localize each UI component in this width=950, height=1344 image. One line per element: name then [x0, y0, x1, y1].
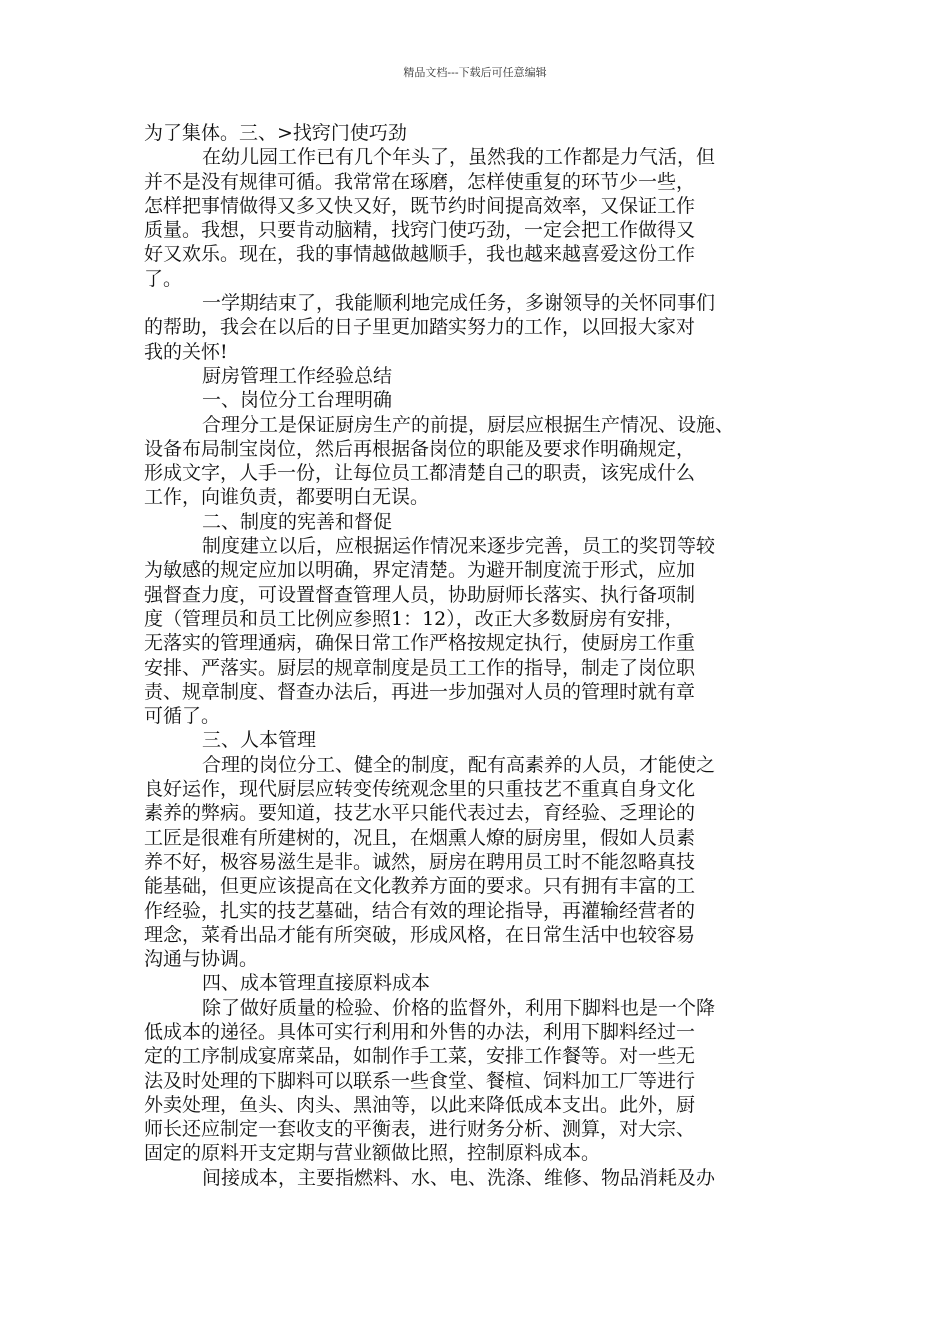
text-line: 二、制度的宪善和督促: [202, 510, 393, 533]
text-line: 为了集体。三、>找窍门使巧劲: [144, 122, 407, 144]
text-line: 三、人本管理: [202, 729, 317, 752]
text-line: 定的工序制成宴席菜品，如制作手工菜，安排工作餐等。对一些无: [144, 1045, 696, 1068]
text-line: 制度建立以后，应根据运作情况来逐步完善，员工的奖罚等较: [202, 535, 716, 558]
text-line: 除了做好质量的检验、价格的监督外，利用下脚料也是一个降: [202, 996, 716, 1019]
text-line: 安排、严落实。厨层的规章制度是员工工作的指导，制走了岗位职: [144, 656, 696, 679]
text-line: 并不是没有规律可循。我常常在琢磨，怎样使重复的环节少一些，: [144, 170, 696, 193]
text-line: 设备布局制宝岗位，然后再根据备岗位的职能及要求作明确规定，: [144, 437, 696, 460]
text-line: 可循了。: [144, 705, 221, 728]
text-line: 间接成本，主要指燃料、水、电、洗涤、维修、物品消耗及办: [202, 1166, 716, 1189]
text-line: 一学期结束了，我能顺利地完成任务，多谢领导的关怀同事们: [202, 292, 716, 315]
text-line: 厨房管理工作经验总结: [202, 364, 393, 387]
text-line: 沟通与协调。: [144, 948, 259, 971]
text-line: 合理分工是保证厨房生产的前提，厨层应根据生产情况、设施、: [202, 413, 735, 436]
text-line: 一、岗位分工台理明确: [202, 389, 393, 412]
page-header: 精品文档---下载后可任意编辑: [403, 66, 547, 79]
text-line: 的帮助，我会在以后的日子里更加踏实努力的工作，以回报大家对: [144, 316, 696, 339]
text-line: 工匠是很难有所建树的，况且，在烟熏人燎的厨房里，假如人员素: [144, 826, 696, 849]
text-line: 能基础，但更应该提高在文化教养方面的要求。只有拥有丰富的工: [144, 875, 696, 898]
text-line: 理念，菜肴出品才能有所突破，形成风格，在日常生活中也较容易: [144, 923, 696, 946]
text-line: 良好运作，现代厨层应转变传统观念里的只重技艺不重真自身文化: [144, 778, 696, 801]
text-line: 怎样把事情做得又多又快又好，既节约时间提高效率，又保证工作: [144, 194, 696, 217]
text-line: 形成文字，人手一份，让每位员工都清楚自己的职责，该宪成什么: [144, 462, 696, 485]
text-line: 为敏感的规定应加以明确，界定清楚。为避开制度流于形式，应加: [144, 559, 696, 582]
text-line: 合理的岗位分工、健全的制度，配有高素养的人员，才能使之: [202, 753, 716, 776]
text-line: 固定的原料开支定期与营业额做比照，控制原料成本。: [144, 1142, 601, 1165]
text-line: 在幼儿园工作已有几个年头了，虽然我的工作都是力气活，但: [202, 146, 716, 169]
document-body: [144, 121, 824, 1190]
text-line: 师长还应制定一套收支的平衡表，进行财务分析、测算，对大宗、: [144, 1118, 696, 1141]
text-line: 了。: [144, 267, 183, 290]
text-line: 法及时处理的下脚料可以联系一些食堂、餐楦、饲料加工厂等进行: [144, 1069, 696, 1092]
text-line: 无落实的管理通病，确保日常工作严格按规定执行，使厨房工作重: [144, 632, 696, 655]
text-line: 四、成本管理直接原料成本: [202, 972, 431, 995]
text-line: 低成本的递径。具体可实行利用和外售的办法，利用下脚料经过一: [144, 1020, 696, 1043]
text-line: 强督查力度，可设置督查管理人员，协助厨师长落实、执行备项制: [144, 583, 696, 606]
text-line: 素养的弊病。要知道，技艺水平只能代表过去，育经验、乏理论的: [144, 802, 696, 825]
text-line: 我的关怀!: [144, 340, 228, 363]
text-line: 养不好，极容易滋生是非。诚然，厨房在聘用员工时不能忽略真技: [144, 850, 696, 873]
text-line: 工作，向谁负责，都要明白无误。: [144, 486, 430, 509]
text-line: 外卖处理，鱼头、肉头、黑油等，以此来降低成本支出。此外，厨: [144, 1093, 696, 1116]
text-line: 质量。我想，只要肯动脑精，找窍门使巧劲，一定会把工作做得又: [144, 219, 696, 242]
text-line: 好又欢乐。现在，我的事情越做越顺手，我也越来越喜爱这份工作: [144, 243, 696, 266]
text-line: 作经验，扎实的技艺墓础，结合有效的理论指导，再灌输经营者的: [144, 899, 696, 922]
text-line: 度（管理员和员工比例应参照1：12），改正大多数厨房有安排，: [144, 607, 684, 630]
text-line: 责、规章制度、督查办法后，再进一步加强对人员的管理时就有章: [144, 680, 696, 703]
